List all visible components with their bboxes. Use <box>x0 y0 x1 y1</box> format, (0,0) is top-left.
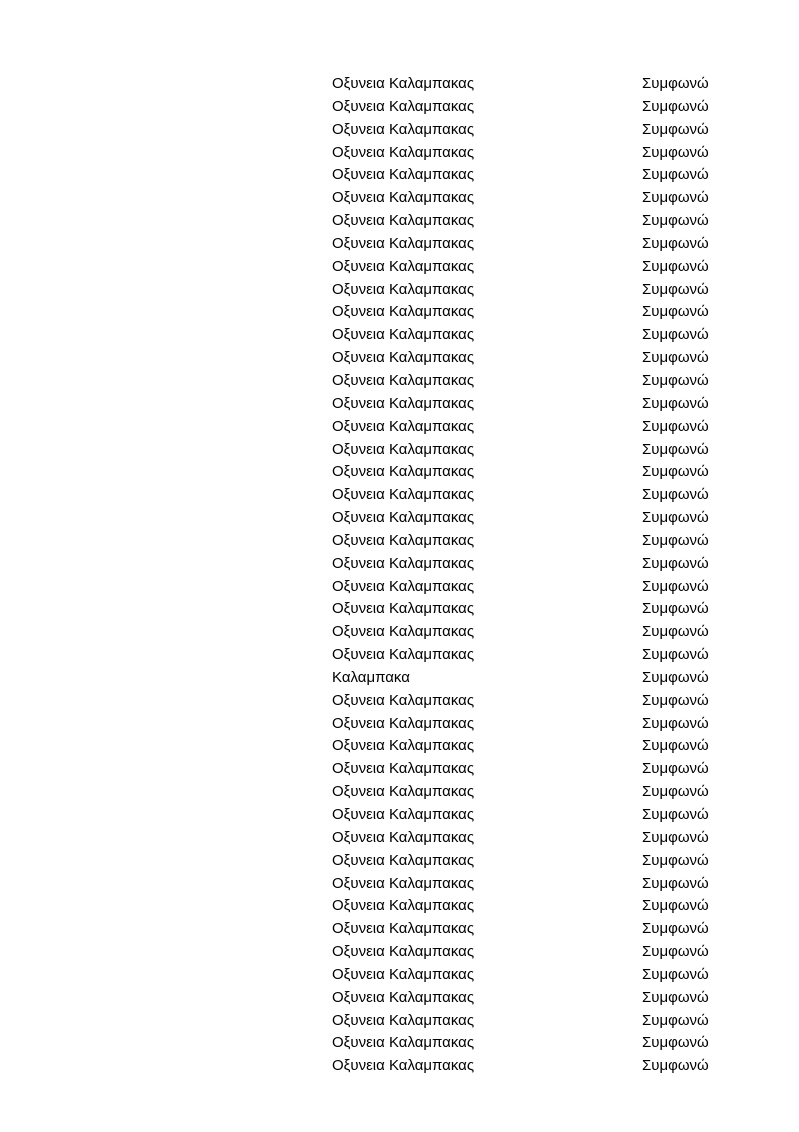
location-cell: Οξυνεια Καλαμπακας <box>332 691 475 709</box>
table-row <box>332 781 732 804</box>
response-cell: Συμφωνώ <box>642 623 709 641</box>
response-cell: Συμφωνώ <box>642 349 709 367</box>
table-row <box>332 256 732 279</box>
response-cell: Συμφωνώ <box>642 760 709 778</box>
response-cell: Συμφωνώ <box>642 577 709 595</box>
response-cell: Συμφωνώ <box>642 97 709 115</box>
table-row <box>332 416 732 439</box>
location-cell: Οξυνεια Καλαμπακας <box>332 965 475 983</box>
response-cell: Συμφωνώ <box>642 257 709 275</box>
location-cell: Οξυνεια Καλαμπακας <box>332 303 475 321</box>
response-cell: Συμφωνώ <box>642 806 709 823</box>
response-cell: Συμφωνώ <box>642 486 709 504</box>
location-cell: Οξυνεια Καλαμπακας <box>332 1034 475 1052</box>
location-cell: Οξυνεια Καλαμπακας <box>332 280 475 298</box>
location-cell: Οξυνεια Καλαμπακας <box>332 737 475 755</box>
table-row <box>332 73 732 96</box>
table-row <box>332 644 732 667</box>
location-cell: Οξυνεια Καλαμπακας <box>332 897 475 915</box>
response-cell: Συμφωνώ <box>642 783 709 801</box>
response-cell: Συμφωνώ <box>642 554 709 572</box>
table-row <box>332 439 732 462</box>
response-cell: Συμφωνώ <box>642 463 709 481</box>
table-row <box>332 484 732 507</box>
table-row <box>332 370 732 393</box>
table-row <box>332 873 732 896</box>
location-cell: Οξυνεια Καλαμπακας <box>332 257 475 275</box>
location-cell: Οξυνεια Καλαμπακας <box>332 714 475 732</box>
response-cell: Συμφωνώ <box>642 212 709 230</box>
location-cell: Οξυνεια Καλαμπακας <box>332 646 475 664</box>
table-row <box>332 941 732 964</box>
table-row <box>332 804 732 827</box>
response-cell: Συμφωνώ <box>642 920 709 938</box>
table-row <box>332 850 732 873</box>
table-row <box>332 530 732 553</box>
table-row <box>332 164 732 187</box>
location-cell: Καλαμπακα <box>332 668 410 686</box>
location-cell: Οξυνεια Καλαμπακας <box>332 874 475 892</box>
response-cell: Συμφωνώ <box>642 668 709 686</box>
response-cell: Συμφωνώ <box>642 280 709 298</box>
response-cell: Συμφωνώ <box>642 988 709 1006</box>
response-cell: Συμφωνώ <box>642 509 709 527</box>
response-cell: Συμφωνώ <box>642 440 709 458</box>
table-row <box>332 895 732 918</box>
location-cell: Οξυνεια Καλαμπακας <box>332 97 475 115</box>
table-row <box>332 507 732 530</box>
table-row <box>332 1032 732 1055</box>
table-row <box>332 964 732 987</box>
location-cell: Οξυνεια Καλαμπακας <box>332 212 475 230</box>
response-table <box>332 73 732 1078</box>
location-cell: Οξυνεια Καλαμπακας <box>332 943 475 961</box>
response-cell: Συμφωνώ <box>642 965 709 983</box>
response-cell: Συμφωνώ <box>642 874 709 892</box>
table-row <box>332 918 732 941</box>
location-cell: Οξυνεια Καλαμπακας <box>332 417 475 435</box>
table-row <box>332 690 732 713</box>
response-cell: Συμφωνώ <box>642 1057 709 1075</box>
table-row <box>332 279 732 302</box>
location-cell: Οξυνεια Καλαμπακας <box>332 349 475 367</box>
location-cell: Οξυνεια Καλαμπακας <box>332 600 475 618</box>
response-cell: Συμφωνώ <box>642 600 709 618</box>
location-cell: Οξυνεια Καλαμπακας <box>332 440 475 458</box>
table-row <box>332 576 732 599</box>
table-row <box>332 301 732 324</box>
response-cell: Συμφωνώ <box>642 189 709 207</box>
table-row <box>332 598 732 621</box>
location-cell: Οξυνεια Καλαμπακας <box>332 988 475 1006</box>
location-cell: Οξυνεια Καλαμπακας <box>332 783 475 801</box>
table-row <box>332 987 732 1010</box>
table-row <box>332 758 732 781</box>
table-row <box>332 347 732 370</box>
response-cell: Συμφωνώ <box>642 531 709 549</box>
table-row <box>332 621 732 644</box>
table-row <box>332 827 732 850</box>
response-cell: Συμφωνώ <box>642 394 709 412</box>
table-row <box>332 461 732 484</box>
table-row <box>332 142 732 165</box>
response-cell: Συμφωνώ <box>642 1034 709 1052</box>
response-cell: Συμφωνώ <box>642 417 709 435</box>
table-row <box>332 210 732 233</box>
location-cell: Οξυνεια Καλαμπακας <box>332 760 475 778</box>
location-cell: Οξυνεια Καλαμπακας <box>332 623 475 641</box>
location-cell: Οξυνεια Καλαμπακας <box>332 806 475 823</box>
response-cell: Συμφωνώ <box>642 326 709 344</box>
response-cell: Συμφωνώ <box>642 166 709 184</box>
table-row <box>332 393 732 416</box>
location-cell: Οξυνεια Καλαμπακας <box>332 531 475 549</box>
location-cell: Οξυνεια Καλαμπακας <box>332 1057 475 1075</box>
location-cell: Οξυνεια Καλαμπακας <box>332 577 475 595</box>
table-row <box>332 1010 732 1033</box>
response-cell: Συμφωνώ <box>642 303 709 321</box>
response-cell: Συμφωνώ <box>642 371 709 389</box>
location-cell: Οξυνεια Καλαμπακας <box>332 75 475 92</box>
location-cell: Οξυνεια Καλαμπακας <box>332 828 475 846</box>
table-row <box>332 96 732 119</box>
response-cell: Συμφωνώ <box>642 897 709 915</box>
location-cell: Οξυνεια Καλαμπακας <box>332 554 475 572</box>
location-cell: Οξυνεια Καλαμπακας <box>332 463 475 481</box>
table-row <box>332 735 732 758</box>
table-row <box>332 1055 732 1078</box>
location-cell: Οξυνεια Καλαμπακας <box>332 189 475 207</box>
table-row <box>332 667 732 690</box>
response-cell: Συμφωνώ <box>642 1011 709 1029</box>
table-row <box>332 187 732 210</box>
location-cell: Οξυνεια Καλαμπακας <box>332 486 475 504</box>
response-cell: Συμφωνώ <box>642 691 709 709</box>
table-row <box>332 553 732 576</box>
response-cell: Συμφωνώ <box>642 75 709 92</box>
response-cell: Συμφωνώ <box>642 943 709 961</box>
location-cell: Οξυνεια Καλαμπακας <box>332 851 475 869</box>
location-cell: Οξυνεια Καλαμπακας <box>332 394 475 412</box>
response-cell: Συμφωνώ <box>642 234 709 252</box>
location-cell: Οξυνεια Καλαμπακας <box>332 509 475 527</box>
response-cell: Συμφωνώ <box>642 714 709 732</box>
location-cell: Οξυνεια Καλαμπακας <box>332 120 475 138</box>
response-cell: Συμφωνώ <box>642 828 709 846</box>
location-cell: Οξυνεια Καλαμπακας <box>332 326 475 344</box>
response-cell: Συμφωνώ <box>642 120 709 138</box>
location-cell: Οξυνεια Καλαμπακας <box>332 234 475 252</box>
response-cell: Συμφωνώ <box>642 646 709 664</box>
response-cell: Συμφωνώ <box>642 851 709 869</box>
table-row <box>332 119 732 142</box>
location-cell: Οξυνεια Καλαμπακας <box>332 143 475 161</box>
table-row <box>332 233 732 256</box>
table-row <box>332 713 732 736</box>
location-cell: Οξυνεια Καλαμπακας <box>332 920 475 938</box>
response-cell: Συμφωνώ <box>642 143 709 161</box>
location-cell: Οξυνεια Καλαμπακας <box>332 371 475 389</box>
table-row <box>332 324 732 347</box>
location-cell: Οξυνεια Καλαμπακας <box>332 166 475 184</box>
location-cell: Οξυνεια Καλαμπακας <box>332 1011 475 1029</box>
response-cell: Συμφωνώ <box>642 737 709 755</box>
